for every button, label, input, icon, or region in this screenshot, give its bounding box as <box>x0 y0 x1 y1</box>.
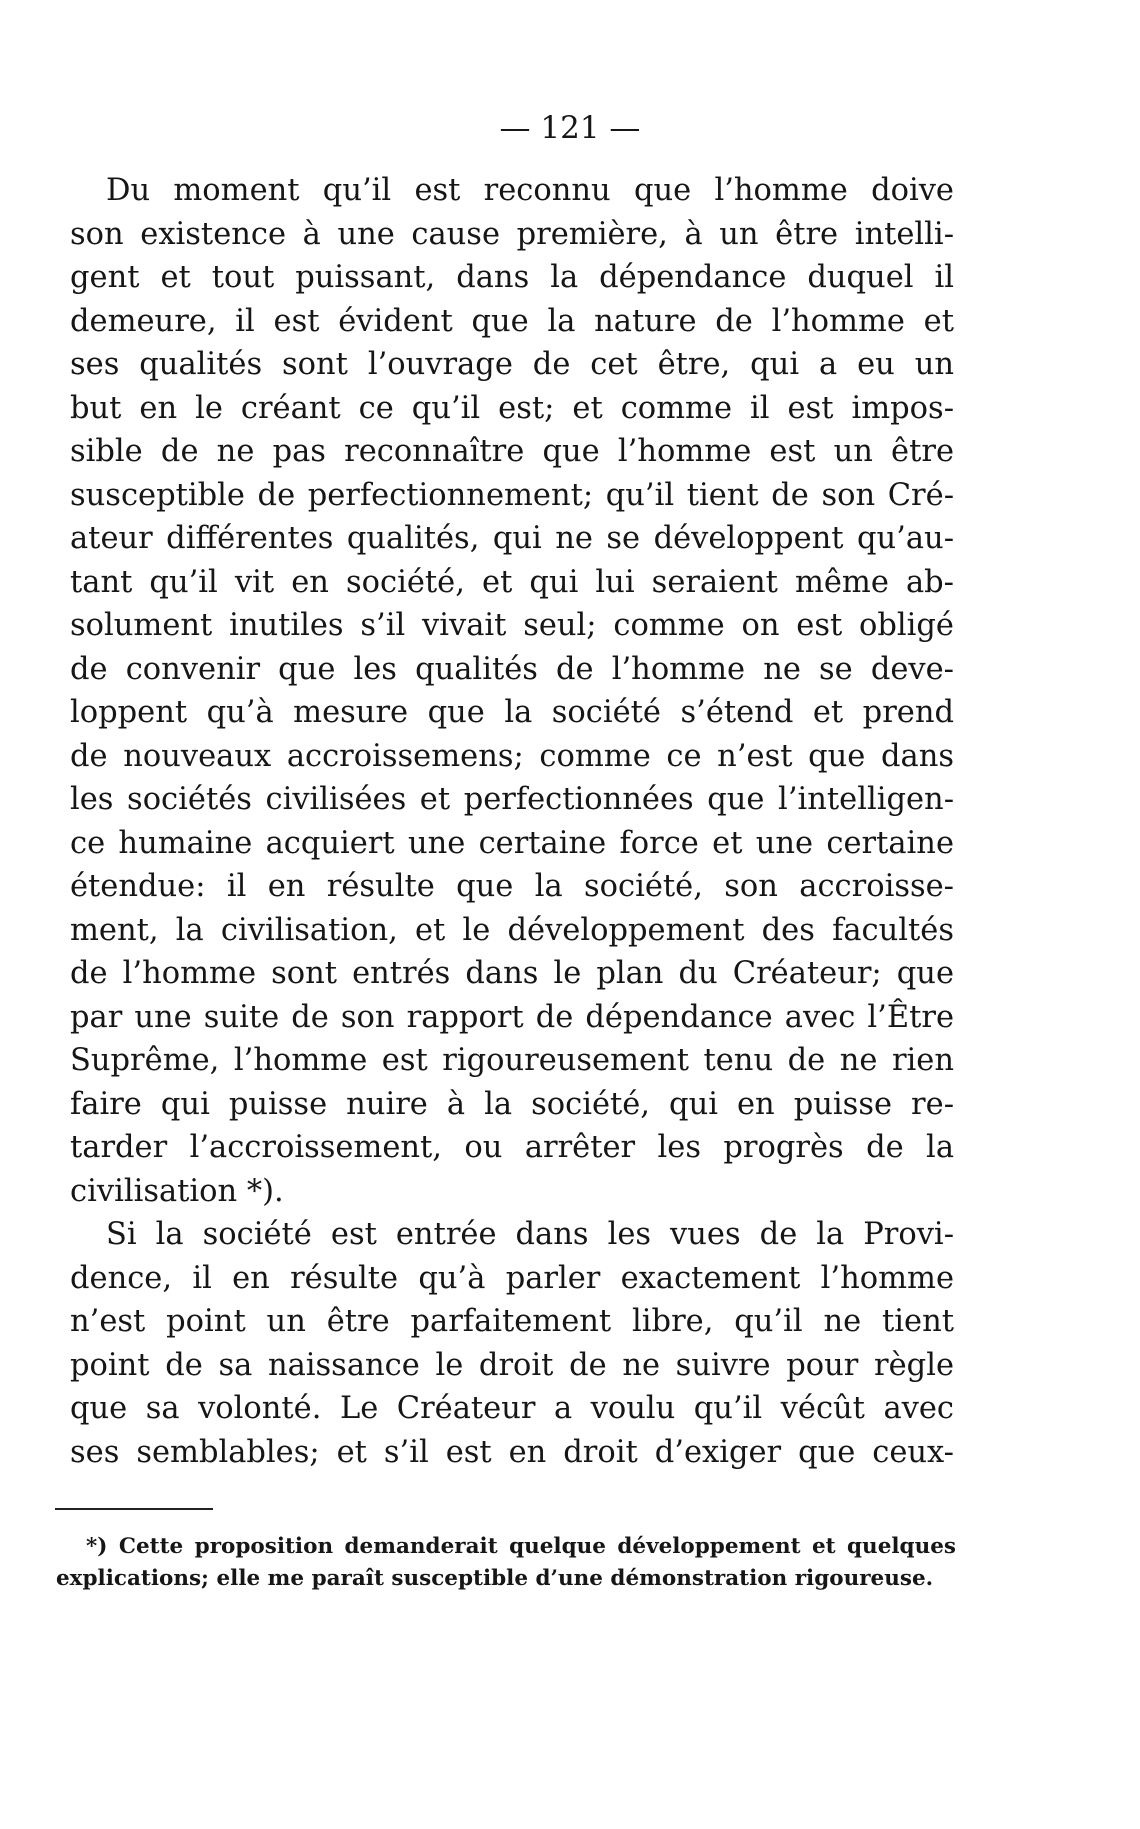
text-line: but en le créant ce qu’il est; et comme il est impos- <box>70 390 954 426</box>
text-line: ce humaine acquiert une certaine force et une certaine <box>70 825 954 861</box>
text-line: Si la société est entrée dans les vues de la Provi- <box>106 1217 954 1252</box>
paragraph-2 <box>70 1213 954 1474</box>
text-line: n’est point un être parfaitement libre, qu’il ne tient <box>70 1304 954 1339</box>
text-line: Suprême, l’homme est rigoureusement tenu de ne rien <box>70 1043 954 1078</box>
text-line: solument inutiles s’il vivait seul; comme on est obligé <box>70 608 954 643</box>
text-line: sible de ne pas reconnaître que l’homme est un être <box>70 434 954 469</box>
text-line: point de sa naissance le droit de ne suivre pour règle <box>70 1347 954 1383</box>
text-line: civilisation *). <box>70 1173 284 1209</box>
text-line: dence, il en résulte qu’à parler exactement l’homme <box>70 1260 954 1296</box>
footnote-line: *) Cette proposition demanderait quelque développement et quelques <box>86 1534 956 1559</box>
text-line: de l’homme sont entrés dans le plan du Créateur; que <box>70 956 954 991</box>
text-line: son existence à une cause première, à un être intelli- <box>70 216 954 252</box>
text-line: que sa volonté. Le Créateur a voulu qu’il vécût avec <box>70 1391 954 1426</box>
page-number: — 121 — <box>499 110 641 146</box>
text-line: susceptible de perfectionnement; qu’il tient de son Cré- <box>70 477 954 513</box>
text-line: les sociétés civilisées et perfectionnées que l’intelligen- <box>70 782 954 817</box>
text-line: de convenir que les qualités de l’homme ne se deve- <box>70 651 954 687</box>
text-line: ses qualités sont l’ouvrage de cet être, qui a eu un <box>70 347 954 382</box>
text-line: ses semblables; et s’il est en droit d’exiger que ceux- <box>70 1434 954 1470</box>
text-line: par une suite de son rapport de dépendance avec l’Être <box>70 999 954 1035</box>
text-line: étendue: il en résulte que la société, son accroisse- <box>70 869 954 904</box>
footnote-separator <box>55 1508 213 1510</box>
paragraph-1 <box>70 169 954 1213</box>
footnote-line: explications; elle me paraît susceptible d’une démonstration rigoureuse. <box>56 1566 934 1591</box>
text-line: demeure, il est évident que la nature de l’homme et <box>70 303 954 339</box>
main-text <box>70 169 954 1474</box>
text-line: ment, la civilisation, et le développement des facultés <box>70 912 954 948</box>
text-line: loppent qu’à mesure que la société s’étend et prend <box>70 695 954 730</box>
text-line: gent et tout puissant, dans la dépendance duquel il <box>70 260 954 295</box>
text-line: de nouveaux accroissemens; comme ce n’est que dans <box>70 738 954 774</box>
text-line: Du moment qu’il est reconnu que l’homme doive <box>106 173 954 208</box>
text-line: ateur différentes qualités, qui ne se développent qu’au- <box>70 521 954 556</box>
text-line: tant qu’il vit en société, et qui lui seraient même ab- <box>70 564 954 600</box>
text-line: faire qui puisse nuire à la société, qui en puisse re- <box>70 1086 954 1122</box>
footnote <box>56 1531 956 1595</box>
text-line: tarder l’accroissement, ou arrêter les progrès de la <box>70 1130 954 1165</box>
